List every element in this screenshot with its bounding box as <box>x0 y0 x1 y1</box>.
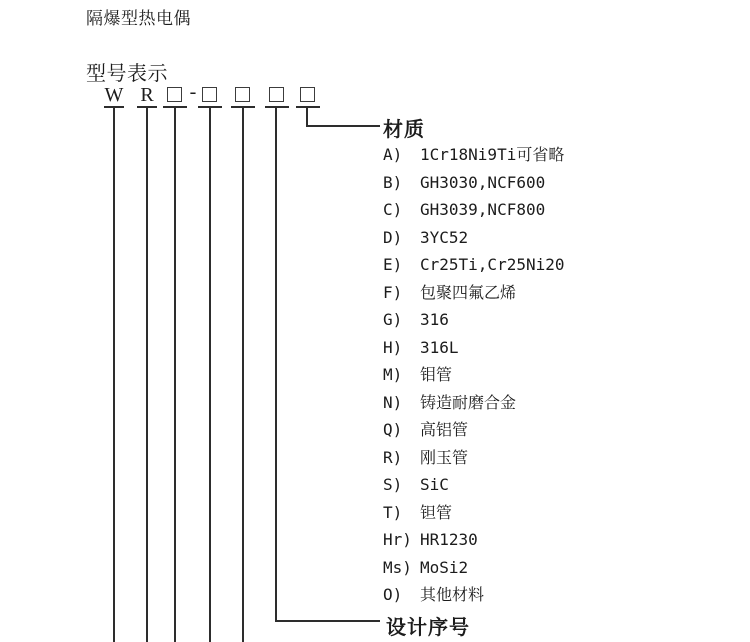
material-item-value: 刚玉管 <box>420 447 469 467</box>
material-item-label: S) <box>383 475 403 494</box>
code-letter-r: R <box>140 84 154 106</box>
material-item-value: SiC <box>420 475 449 494</box>
material-item-value: 高铝管 <box>420 420 469 439</box>
material-item-value: 包聚四氟乙烯 <box>420 282 517 302</box>
material-item-value: 3YC52 <box>420 227 469 247</box>
material-item <box>383 416 713 444</box>
section-title: 型号表示 <box>86 63 168 85</box>
doc-title: 隔爆型热电偶 <box>86 9 191 28</box>
material-item-label: Ms) <box>383 557 412 577</box>
leader-line-w <box>113 108 115 642</box>
material-item-value: 316L <box>420 337 459 357</box>
leader-elbow-material <box>306 108 380 127</box>
material-item-label: F) <box>383 282 403 302</box>
material-item-label: Hr) <box>383 530 412 549</box>
material-item <box>383 554 713 582</box>
material-item-value: HR1230 <box>420 530 478 549</box>
material-item-label: T) <box>383 502 403 522</box>
material-item-label: M) <box>383 365 403 384</box>
leader-line-r <box>146 108 148 642</box>
leader-line-box-2 <box>209 108 211 642</box>
material-item-label: H) <box>383 337 403 357</box>
material-item-value: 钽管 <box>420 502 453 522</box>
material-item-value: Cr25Ti,Cr25Ni20 <box>420 255 565 274</box>
material-heading: 材质 <box>383 119 425 141</box>
material-item-label: D) <box>383 227 403 247</box>
code-dash: - <box>189 81 197 103</box>
code-box-5 <box>300 87 315 102</box>
material-item-label: A) <box>383 145 403 164</box>
material-item-value: 钼管 <box>420 365 453 384</box>
material-item <box>383 581 713 609</box>
material-item-value: GH3039,NCF800 <box>420 200 546 219</box>
material-item <box>383 471 713 499</box>
material-item-value: 316 <box>420 310 449 329</box>
material-item <box>383 224 713 252</box>
code-letter-w: W <box>104 84 124 106</box>
material-item-label: E) <box>383 255 403 274</box>
material-item-value: 其他材料 <box>420 585 485 604</box>
material-item-label: G) <box>383 310 403 329</box>
material-item <box>383 141 713 169</box>
material-item <box>383 499 713 527</box>
material-item <box>383 444 713 472</box>
material-item-label: N) <box>383 392 403 412</box>
material-item-label: O) <box>383 585 403 604</box>
code-box-3 <box>235 87 250 102</box>
material-item-value: GH3030,NCF600 <box>420 172 546 192</box>
code-box-4 <box>269 87 284 102</box>
material-item <box>383 169 713 197</box>
material-item-label: B) <box>383 172 403 192</box>
material-item <box>383 361 713 389</box>
material-item <box>383 526 713 554</box>
material-item <box>383 251 713 279</box>
material-item-value: 铸造耐磨合金 <box>420 392 517 412</box>
leader-line-box-1 <box>174 108 176 642</box>
code-box-2 <box>202 87 217 102</box>
material-item-value: 1Cr18Ni9Ti可省略 <box>420 145 565 164</box>
code-box-1 <box>167 87 182 102</box>
material-item <box>383 306 713 334</box>
material-list <box>383 141 713 609</box>
material-item <box>383 389 713 417</box>
leader-line-box-3 <box>242 108 244 642</box>
material-item-label: Q) <box>383 420 403 439</box>
material-item <box>383 279 713 307</box>
material-item <box>383 196 713 224</box>
design-serial-heading: 设计序号 <box>386 617 470 639</box>
material-item-value: MoSi2 <box>420 557 469 577</box>
material-item-label: C) <box>383 200 403 219</box>
material-item <box>383 334 713 362</box>
leader-elbow-design-serial <box>275 108 380 622</box>
material-item-label: R) <box>383 447 403 467</box>
